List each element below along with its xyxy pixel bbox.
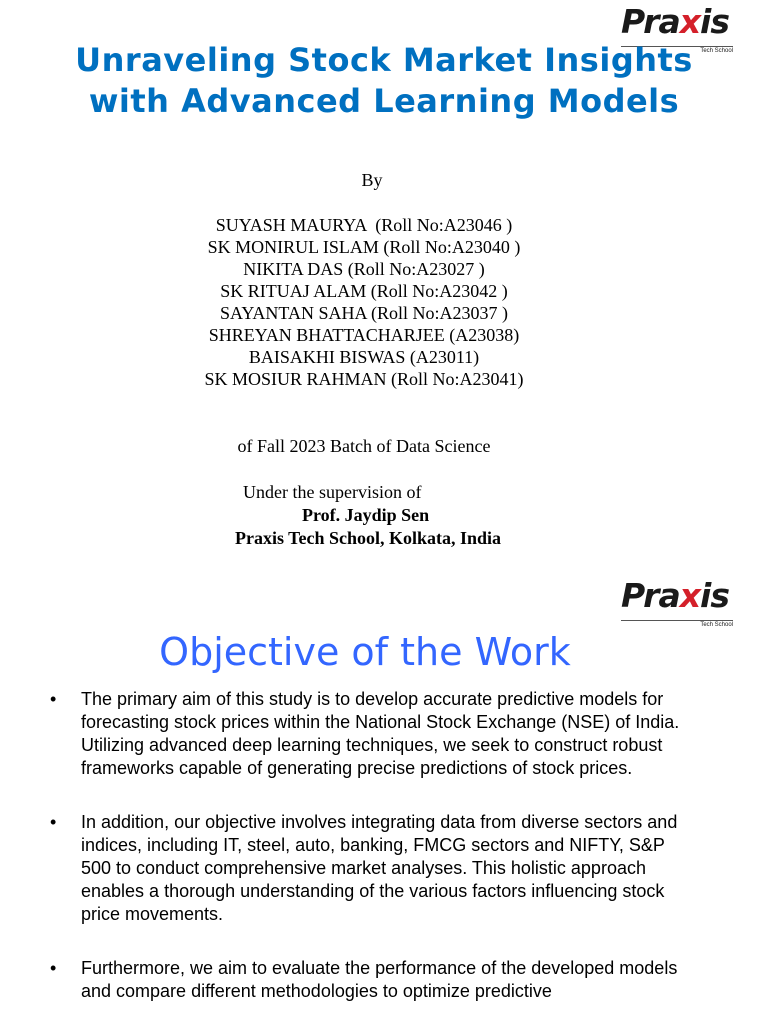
objective-slide	[0, 570, 768, 1024]
bullet-item	[0, 811, 681, 926]
logo-tagline: Tech School	[700, 48, 733, 54]
author-item: SHREYAN BHATTACHARJEE (A23038)	[208, 325, 520, 345]
author-item: SUYASH MAURYA (Roll No:A23046 )	[215, 215, 513, 235]
praxis-logo-wordmark: Praxis	[621, 2, 729, 41]
batch-text: of Fall 2023 Batch of Data Science	[237, 436, 491, 456]
logo-divider	[621, 620, 733, 621]
author-item: BAISAKHI BISWAS (A23011)	[248, 347, 480, 367]
bullet-text: Furthermore, we aim to evaluate the performance of the developed models and compare different methodologies to optimize predictive	[81, 958, 678, 1001]
bullet-item	[0, 688, 681, 780]
objective-bullet-list	[0, 688, 768, 1003]
author-item: NIKITA DAS (Roll No:A23027 )	[243, 259, 485, 279]
supervisor-name: Prof. Jaydip Sen	[302, 505, 430, 525]
bullet-item	[0, 957, 681, 1003]
bullet-marker: •	[50, 689, 57, 709]
bullet-marker: •	[50, 812, 57, 832]
by-label: By	[361, 170, 383, 190]
supervision-text: Under the supervision of	[243, 482, 422, 502]
slide-title: Objective of the Work	[159, 630, 571, 674]
author-item: SK MOSIUR RAHMAN (Roll No:A23041)	[204, 369, 524, 389]
presentation-title: Unraveling Stock Market Insights with Advanced Learning Models	[75, 41, 693, 120]
bullet-text: In addition, our objective involves integrating data from diverse sectors and indices, including IT, steel, auto, banking, FMCG sectors and NIFTY, S&P 500 to conduct comprehensive market analyses. This holistic approach enables a thorough understanding of the various factors influencing stock price movements.	[81, 812, 678, 924]
author-item: SK MONIRUL ISLAM (Roll No:A23040 )	[207, 237, 521, 257]
author-item: SK RITUAJ ALAM (Roll No:A23042 )	[220, 281, 508, 301]
praxis-logo-wordmark: Praxis	[621, 576, 729, 615]
praxis-logo	[621, 576, 735, 630]
logo-tagline: Tech School	[700, 622, 733, 628]
institution-name: Praxis Tech School, Kolkata, India	[235, 528, 502, 548]
bullet-text: The primary aim of this study is to develop accurate predictive models for forecasting stock prices within the National Stock Exchange (NSE) of India. Utilizing advanced deep learning techniques, we seek to construct robust frameworks capable of generating precise predictions of stock prices.	[81, 689, 680, 778]
author-item: SAYANTAN SAHA (Roll No:A23037 )	[220, 303, 508, 323]
author-list	[0, 214, 728, 390]
bullet-marker: •	[50, 958, 57, 978]
